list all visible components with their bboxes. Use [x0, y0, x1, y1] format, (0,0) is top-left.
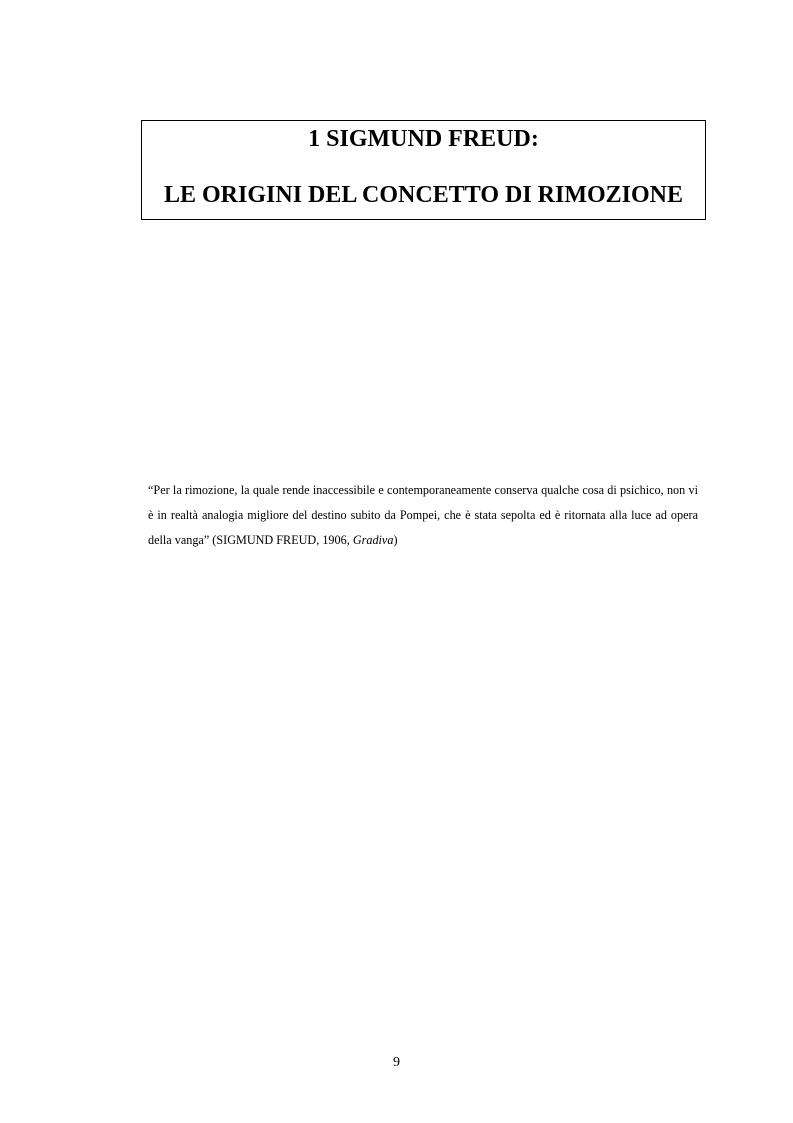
- epigraph-work-title: Gradiva: [352, 533, 394, 547]
- epigraph-text: “Per la rimozione, la quale rende inaccessibile e contemporaneamente conserva qualche cosa di psichico, non vi è in realtà analogia migliore del destino subito da Pompei, che è stata sepolta ed è ritornata alla luce ad opera della vanga”: [148, 483, 698, 547]
- epigraph-attribution: (SIGMUND FREUD, 1906,: [209, 533, 353, 547]
- epigraph-quote: [148, 478, 698, 553]
- chapter-title: 1 SIGMUND FREUD:: [308, 126, 539, 152]
- chapter-subtitle: LE ORIGINI DEL CONCETTO DI RIMOZIONE: [164, 182, 683, 208]
- chapter-title-box: [141, 120, 706, 220]
- page-number: 9: [393, 1055, 400, 1070]
- epigraph-attribution-end: ): [393, 533, 398, 547]
